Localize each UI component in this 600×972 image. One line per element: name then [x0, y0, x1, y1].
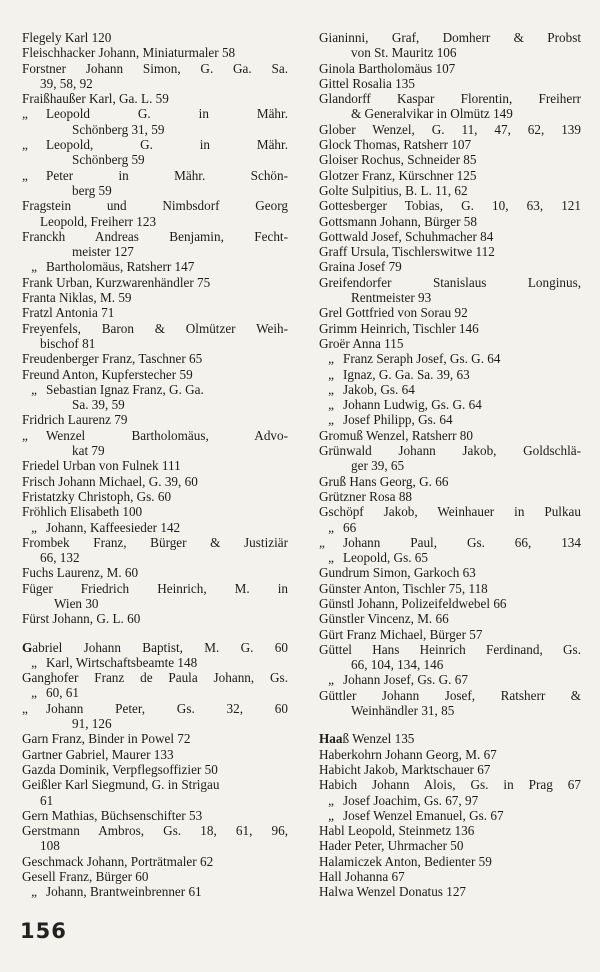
index-entry	[319, 642, 581, 657]
entry-text: Garn Franz, Binder in Powel 72	[22, 731, 191, 747]
entry-text: Franz Seraph Josef, Gs. G. 64	[343, 351, 501, 367]
entry-text: Fristatzky Christoph, Gs. 60	[22, 488, 172, 504]
entry-text: Weinhändler 31, 85	[351, 703, 455, 719]
index-entry	[319, 611, 581, 626]
entry-text: Fuchs Laurenz, M. 60	[22, 565, 139, 581]
entry-text: Frisch Johann Michael, G. 39, 60	[22, 473, 198, 489]
index-entry	[22, 747, 288, 762]
ditto-mark: „	[328, 412, 334, 428]
entry-text: Johann Josef, Gs. G. 67	[343, 672, 468, 688]
entry-text: Grünwald Johann Jakob, Goldschlä-	[319, 443, 581, 459]
entry-text: 61	[40, 792, 54, 808]
index-entry	[22, 214, 288, 229]
index-entry	[319, 106, 581, 121]
index-entry	[22, 290, 288, 305]
entry-text: Ganghofer Franz de Paula Johann, Gs.	[22, 670, 288, 686]
entry-text: Graina Josef 79	[319, 259, 402, 275]
entry-text: Greifendorfer Stanislaus Longinus,	[319, 274, 581, 290]
entry-text: Haberkohrn Johann Georg, M. 67	[319, 746, 497, 762]
index-entry	[319, 581, 581, 596]
ditto-mark: „	[31, 519, 37, 535]
entry-text: Fragstein und Nimbsdorf Georg	[22, 198, 288, 214]
index-entry	[319, 688, 581, 703]
entry-text: Güttler Johann Josef, Ratsherr &	[319, 687, 581, 703]
entry-text: Josef Wenzel Emanuel, Gs. 67	[343, 807, 504, 823]
entry-text: Gundrum Simon, Garkoch 63	[319, 565, 476, 581]
entry-text: 66, 104, 134, 146	[351, 657, 444, 673]
index-entry	[319, 793, 581, 808]
entry-text: Bartholomäus, Ratsherr 147	[46, 259, 195, 275]
entry-text: Gürt Franz Michael, Bürger 57	[319, 626, 483, 642]
ditto-mark: „	[22, 167, 28, 183]
ditto-mark: „	[328, 807, 334, 823]
index-entry	[319, 869, 581, 884]
index-entry	[319, 489, 581, 504]
index-entry	[319, 198, 581, 213]
index-entry	[319, 305, 581, 320]
ditto-mark: „	[31, 381, 37, 397]
entry-text: Johann Paul, Gs. 66, 134	[343, 534, 581, 550]
entry-text: Wenzel Bartholomäus, Advo-	[46, 427, 288, 443]
entry-text: Leopold, G. in Mähr.	[46, 137, 288, 153]
index-entry	[319, 152, 581, 167]
entry-text: Habicht Jakob, Marktschauer 67	[319, 761, 491, 777]
entry-text: Geschmack Johann, Porträtmaler 62	[22, 853, 214, 869]
entry-text: Franckh Andreas Benjamin, Fecht-	[22, 228, 288, 244]
entry-text: Glandorff Kaspar Florentin, Freiherr	[319, 91, 581, 107]
entry-text: Gerstmann Ambros, Gs. 18, 61, 96,	[22, 823, 288, 839]
entry-text: Wien 30	[54, 595, 99, 611]
entry-text: Halamiczek Anton, Bedienter 59	[319, 853, 492, 869]
index-entry	[22, 397, 288, 412]
index-entry	[22, 45, 288, 60]
index-entry	[319, 214, 581, 229]
entry-text: Fröhlich Elisabeth 100	[22, 504, 143, 520]
index-entry	[22, 152, 288, 167]
index-entry	[319, 367, 581, 382]
index-entry	[319, 443, 581, 458]
index-entry	[22, 76, 288, 91]
index-entry	[22, 581, 288, 596]
entry-text: 60, 61	[46, 685, 79, 701]
entry-text: Peter in Mähr. Schön-	[46, 167, 288, 183]
entry-text: Hall Johanna 67	[319, 869, 405, 885]
ditto-mark: „	[31, 685, 37, 701]
index-entry	[319, 838, 581, 853]
entry-text: Habich Johann Alois, Gs. in Prag 67	[319, 777, 581, 793]
entry-text: Haaß Wenzel 135	[319, 731, 415, 747]
index-entry	[22, 685, 288, 700]
index-entry	[319, 259, 581, 274]
ditto-mark: „	[22, 137, 28, 153]
entry-text: 108	[40, 838, 60, 854]
entry-text: 66, 132	[40, 550, 80, 566]
entry-text: Leopold, Freiherr 123	[40, 213, 157, 229]
index-entry	[22, 596, 288, 611]
index-entry	[319, 777, 581, 792]
entry-text: Geißler Karl Siegmund, G. in Strigau	[22, 777, 220, 793]
index-entry	[22, 244, 288, 259]
index-entry	[22, 474, 288, 489]
entry-text: Halwa Wenzel Donatus 127	[319, 884, 467, 900]
ditto-mark: „	[319, 534, 325, 550]
entry-text: Fraißhaußer Karl, Ga. L. 59	[22, 91, 169, 107]
ditto-mark: „	[31, 654, 37, 670]
entry-text: Golte Sulpitius, B. L. 11, 62	[319, 182, 468, 198]
ditto-mark: „	[328, 519, 334, 535]
page-number: 156	[20, 919, 67, 943]
index-entry	[319, 336, 581, 351]
entry-text: Glotzer Franz, Kürschner 125	[319, 167, 477, 183]
entry-text: Forstner Johann Simon, G. Ga. Sa.	[22, 60, 288, 76]
entry-text: Flegely Karl 120	[22, 30, 112, 45]
index-entry	[22, 412, 288, 427]
index-entry	[319, 596, 581, 611]
ditto-mark: „	[22, 700, 28, 716]
entry-text: bischof 81	[40, 335, 96, 351]
entry-text: Sa. 39, 59	[72, 397, 125, 413]
entry-text: Glock Thomas, Ratsherr 107	[319, 137, 472, 153]
index-entry	[319, 747, 581, 762]
index-entry	[22, 382, 288, 397]
entry-text: Fleischhacker Johann, Miniaturmaler 58	[22, 45, 236, 61]
entry-text: Gern Mathias, Büchsenschifter 53	[22, 807, 203, 823]
entry-text: Graff Ursula, Tischlerswitwe 112	[319, 244, 495, 260]
index-entry	[22, 259, 288, 274]
entry-text: Fürst Johann, G. L. 60	[22, 611, 141, 627]
entry-text: Sebastian Ignaz Franz, G. Ga.	[46, 381, 204, 397]
entry-text: & Generalvikar in Olmütz 149	[351, 106, 513, 122]
entry-text: 66	[343, 519, 357, 535]
entry-text: Johann, Kaffeesieder 142	[46, 519, 181, 535]
index-entry	[22, 106, 288, 121]
ditto-mark: „	[31, 259, 37, 275]
index-entry	[22, 808, 288, 823]
entry-text: Johann, Brantweinbrenner 61	[46, 884, 202, 900]
entry-text: Fridrich Laurenz 79	[22, 412, 128, 428]
left-column	[22, 30, 288, 900]
entry-text: Gabriel Johann Baptist, M. G. 60	[22, 639, 288, 655]
index-entry	[319, 382, 581, 397]
entry-text: Leopold G. in Mähr.	[46, 106, 288, 122]
index-entry	[319, 412, 581, 427]
ditto-mark: „	[328, 397, 334, 413]
index-entry	[22, 670, 288, 685]
entry-text: Johann Ludwig, Gs. G. 64	[343, 397, 482, 413]
index-entry	[22, 884, 288, 899]
index-entry	[319, 672, 581, 687]
index-entry	[319, 183, 581, 198]
index-entry	[22, 443, 288, 458]
entry-text: Habl Leopold, Steinmetz 136	[319, 823, 475, 839]
entry-text: Gartner Gabriel, Maurer 133	[22, 746, 174, 762]
entry-text: Frombek Franz, Bürger & Justiziär	[22, 534, 288, 550]
entry-text: Gschöpf Jakob, Weinhauer in Pulkau	[319, 504, 581, 520]
index-entry	[319, 823, 581, 838]
entry-text: Hader Peter, Uhrmacher 50	[319, 838, 464, 854]
entry-text: Gottesberger Tobias, G. 10, 63, 121	[319, 198, 581, 214]
index-entry	[319, 45, 581, 60]
ditto-mark: „	[328, 792, 334, 808]
entry-text: Schönberg 59	[72, 152, 145, 168]
index-entry	[22, 198, 288, 213]
entry-text: Schönberg 31, 59	[72, 121, 165, 137]
entry-text: Grützner Rosa 88	[319, 488, 413, 504]
index-entry	[22, 428, 288, 443]
index-entry	[319, 504, 581, 519]
entry-text: Freund Anton, Kupferstecher 59	[22, 366, 193, 382]
entry-text: Jakob, Gs. 64	[343, 381, 415, 397]
entry-text: Ginola Bartholomäus 107	[319, 60, 456, 76]
ditto-mark: „	[22, 106, 28, 122]
index-entry	[319, 290, 581, 305]
entry-text: Frank Urban, Kurzwarenhändler 75	[22, 274, 211, 290]
index-entry	[22, 367, 288, 382]
index-entry	[22, 731, 288, 746]
entry-text: Gianinni, Graf, Domherr & Probst	[319, 30, 581, 45]
index-entry	[22, 122, 288, 137]
index-entry	[22, 701, 288, 716]
index-entry	[319, 565, 581, 580]
index-entry	[22, 168, 288, 183]
entry-text: Gloiser Rochus, Schneider 85	[319, 152, 477, 168]
index-entry	[22, 565, 288, 580]
index-entry	[22, 716, 288, 731]
entry-text: 91, 126	[72, 716, 112, 732]
entry-text: Gruß Hans Georg, G. 66	[319, 473, 449, 489]
index-entry	[22, 275, 288, 290]
ditto-mark: „	[328, 351, 334, 367]
index-entry	[22, 504, 288, 519]
index-entry	[319, 244, 581, 259]
entry-text: Leopold, Gs. 65	[343, 550, 428, 566]
index-entry	[319, 535, 581, 550]
ditto-mark: „	[31, 884, 37, 900]
entry-text: von St. Mauritz 106	[351, 45, 457, 61]
entry-text: Günstler Vincenz, M. 66	[319, 611, 449, 627]
entry-text: 39, 58, 92	[40, 75, 93, 91]
entry-text: Karl, Wirtschaftsbeamte 148	[46, 654, 198, 670]
index-entry	[22, 91, 288, 106]
entry-text: Gittel Rosalia 135	[319, 75, 415, 91]
index-entry	[319, 30, 581, 45]
index-entry	[319, 458, 581, 473]
index-entry	[22, 30, 288, 45]
index-entry	[319, 321, 581, 336]
index-entry	[22, 611, 288, 626]
entry-text: berg 59	[72, 182, 112, 198]
ditto-mark: „	[328, 366, 334, 382]
entry-text: Ignaz, G. Ga. Sa. 39, 63	[343, 366, 470, 382]
index-entry	[319, 762, 581, 777]
entry-text: Josef Philipp, Gs. 64	[343, 412, 453, 428]
index-entry	[22, 869, 288, 884]
entry-text: Günstl Johann, Polizeifeldwebel 66	[319, 595, 507, 611]
index-entry	[319, 657, 581, 672]
index-entry	[319, 808, 581, 823]
entry-text: Groër Anna 115	[319, 335, 404, 351]
index-entry	[22, 854, 288, 869]
entry-text: Josef Joachim, Gs. 67, 97	[343, 792, 479, 808]
index-entry	[319, 474, 581, 489]
index-entry	[22, 489, 288, 504]
index-entry	[22, 793, 288, 808]
entry-text: Gromuß Wenzel, Ratsherr 80	[319, 427, 473, 443]
index-entry	[319, 854, 581, 869]
index-entry	[319, 351, 581, 366]
index-entry	[22, 640, 288, 655]
index-entry	[22, 137, 288, 152]
index-entry	[22, 305, 288, 320]
entry-text: Rentmeister 93	[351, 290, 432, 306]
index-entry	[22, 520, 288, 535]
index-entry	[319, 275, 581, 290]
index-entry	[22, 336, 288, 351]
entry-text: Freyenfels, Baron & Olmützer Weih-	[22, 320, 288, 336]
ditto-mark: „	[328, 381, 334, 397]
index-entry	[319, 91, 581, 106]
entry-text: Füger Friedrich Heinrich, M. in	[22, 580, 288, 596]
index-entry	[22, 838, 288, 853]
index-entry	[22, 458, 288, 473]
index-entry	[22, 321, 288, 336]
index-entry	[319, 428, 581, 443]
entry-text: Gottwald Josef, Schuhmacher 84	[319, 228, 494, 244]
index-entry	[319, 397, 581, 412]
index-entry	[319, 627, 581, 642]
index-entry	[319, 229, 581, 244]
entry-text: Grimm Heinrich, Tischler 146	[319, 320, 479, 336]
entry-text: ger 39, 65	[351, 458, 405, 474]
entry-text: Günster Anton, Tischler 75, 118	[319, 580, 488, 596]
entry-text: Fratzl Antonia 71	[22, 305, 115, 321]
index-entry	[22, 823, 288, 838]
index-entry	[319, 703, 581, 718]
ditto-mark: „	[22, 427, 28, 443]
entry-text: Glober Wenzel, G. 11, 47, 62, 139	[319, 121, 581, 137]
index-entry	[319, 122, 581, 137]
entry-text: Johann Peter, Gs. 32, 60	[46, 700, 288, 716]
index-entry	[319, 550, 581, 565]
right-column	[319, 30, 581, 900]
entry-text: kat 79	[72, 443, 105, 459]
index-entry	[319, 520, 581, 535]
index-entry	[319, 76, 581, 91]
ditto-mark: „	[328, 672, 334, 688]
index-entry	[319, 168, 581, 183]
ditto-mark: „	[328, 550, 334, 566]
index-entry	[22, 777, 288, 792]
entry-text: Grel Gottfried von Sorau 92	[319, 305, 468, 321]
index-entry	[22, 61, 288, 76]
index-entry	[319, 137, 581, 152]
index-entry	[22, 229, 288, 244]
entry-text: meister 127	[72, 244, 134, 260]
index-entry	[22, 183, 288, 198]
entry-text: Gazda Dominik, Verpflegsoffizier 50	[22, 761, 218, 777]
entry-text: Friedel Urban von Fulnek 111	[22, 458, 181, 474]
index-entry	[319, 731, 581, 746]
entry-text: Franta Niklas, M. 59	[22, 290, 132, 306]
index-entry	[22, 550, 288, 565]
entry-text: Freudenberger Franz, Taschner 65	[22, 351, 203, 367]
index-entry	[319, 884, 581, 899]
index-entry	[22, 655, 288, 670]
index-entry	[319, 61, 581, 76]
entry-text: Gottsmann Johann, Bürger 58	[319, 213, 477, 229]
index-entry	[22, 535, 288, 550]
entry-text: Güttel Hans Heinrich Ferdinand, Gs.	[319, 641, 581, 657]
index-entry	[22, 351, 288, 366]
entry-text: Gesell Franz, Bürger 60	[22, 869, 149, 885]
index-entry	[22, 762, 288, 777]
